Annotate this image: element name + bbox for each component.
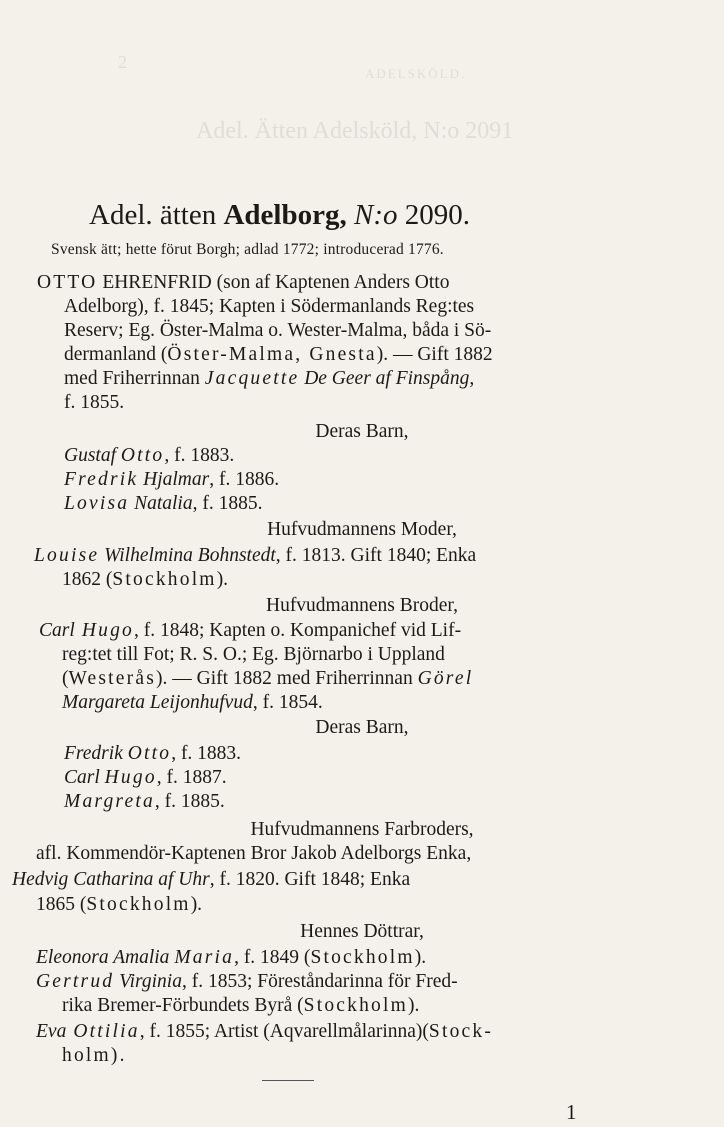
family-number: 2090. — [404, 199, 470, 231]
brother-child-1 — [64, 740, 241, 767]
child-second-name: Hjalmar — [143, 469, 210, 490]
daughter-first-name: Eva — [36, 1021, 67, 1042]
uncle-line-3-a: 1865 ( — [36, 894, 87, 915]
child-born: , f. 1883. — [171, 743, 242, 764]
child-first-name: Carl — [64, 767, 100, 788]
head-first-name: OTTO — [37, 272, 98, 293]
child-born: , f. 1883. — [164, 445, 235, 466]
brother-spouse-family: Leijonhufvud — [145, 692, 253, 713]
child-first-name: Lovisa — [64, 493, 130, 514]
daughter-born: , f. 1849 ( — [234, 947, 311, 968]
child-3 — [64, 490, 262, 517]
daughter-3 — [36, 1018, 493, 1045]
brother-spouse-first-name: Görel — [417, 668, 474, 689]
daughter-residence: Stock- — [428, 1021, 494, 1042]
mother-line-2-c: ). — [216, 569, 229, 590]
uncle-heading: Hufvudmannens Farbroders, — [250, 819, 474, 840]
daughter-3-cont: holm). — [62, 1045, 127, 1066]
daughter-1 — [36, 944, 426, 971]
daughter-second-name: Virginia — [114, 971, 182, 992]
daughter-residence: Stockholm — [310, 947, 415, 968]
brother-line-4 — [62, 689, 323, 716]
page-number: 1 — [566, 1100, 577, 1124]
child-born: , f. 1885. — [192, 493, 263, 514]
brother-child-3 — [64, 788, 225, 815]
brother-spouse-born: , f. 1854. — [252, 692, 323, 713]
child-second-name: Otto — [120, 445, 165, 466]
mother-line-1 — [34, 542, 476, 569]
head-line-5-a: med Friherrinnan — [64, 368, 205, 389]
uncle-line-3-c: ). — [190, 894, 203, 915]
mother-line-2 — [62, 566, 228, 593]
daughter-second-name: Ottilia — [66, 1021, 140, 1042]
family-subtitle: Svensk ätt; hette förut Borgh; adlad 1772; introducerad 1776. — [51, 241, 444, 258]
child-second-name: Otto — [127, 743, 172, 764]
brother-first-name: Carl — [39, 620, 75, 641]
daughter-line-3-c: ). — [407, 995, 420, 1016]
daughter-line-end: ). — [414, 947, 427, 968]
child-1 — [64, 442, 234, 469]
child-second-name: Natalia — [134, 493, 193, 514]
number-label: N:o — [353, 199, 398, 231]
brother-children-heading: Deras Barn, — [315, 717, 409, 738]
head-line-4 — [64, 341, 493, 368]
child-first-name: Gustaf — [64, 445, 117, 466]
daughter-occupation: , f. 1855; Artist (Aqvarellmålarinna)( — [139, 1021, 429, 1042]
ghost-page-number: 2 — [118, 52, 127, 72]
child-second-name: Hugo — [104, 767, 157, 788]
family-name: Adelborg, — [223, 199, 347, 231]
daughters-heading: Hennes Döttrar, — [300, 921, 424, 942]
head-residence: Öster-Malma, Gnesta — [167, 344, 377, 365]
children-heading: Deras Barn, — [315, 421, 409, 442]
child-first-name: Margreta — [64, 791, 155, 812]
widow-name: Catharina af Uhr — [68, 869, 210, 890]
daughter-first-name: Gertrud — [36, 971, 115, 992]
brother-line-1 — [39, 617, 461, 644]
mother-line-2-a: 1862 ( — [62, 569, 113, 590]
daughter-line-3-a: rika Bremer-Förbundets Byrå ( — [62, 995, 304, 1016]
brother-line-3 — [62, 665, 473, 692]
brother-line-1-text: , f. 1848; Kapten o. Kompanichef vid Lif- — [133, 620, 462, 641]
uncle-line-2 — [12, 866, 410, 893]
mother-heading: Hufvudmannens Moder, — [267, 519, 457, 540]
head-line-4-c: ). — Gift 1882 — [376, 344, 493, 365]
heading-prefix: Adel. ätten — [89, 199, 217, 231]
daughter-second-name: Amalia — [108, 947, 175, 968]
widow-dates: , f. 1820. Gift 1848; Enka — [209, 869, 411, 890]
widow-residence: Stockholm — [86, 894, 191, 915]
child-born: , f. 1887. — [156, 767, 227, 788]
brother-line-2: reg:tet till Fot; R. S. O.; Eg. Björnarbo i Uppland — [62, 644, 445, 665]
brother-child-2 — [64, 764, 227, 791]
child-first-name: Fredrik — [64, 469, 139, 490]
child-2 — [64, 466, 279, 493]
head-line-1-text: EHRENFRID (son af Kaptenen Anders Otto — [102, 272, 450, 293]
daughter-residence: Stockholm — [303, 995, 408, 1016]
uncle-line-1: afl. Kommendör-Kaptenen Bror Jakob Adelborgs Enka, — [36, 843, 472, 864]
head-line-5 — [64, 365, 474, 392]
uncle-line-3 — [36, 891, 202, 918]
daughter-2 — [36, 968, 458, 995]
child-first-name: Fredrik — [64, 743, 123, 764]
brother-line-3-c: ). — Gift 1882 med Friherrinnan — [156, 668, 418, 689]
ghost-heading: Adel. Ätten Adelsköld, N:o 2091 — [196, 118, 514, 144]
brother-second-name: Hugo — [74, 620, 134, 641]
brother-spouse-name: Margareta — [62, 692, 146, 713]
brother-line-3-a: ( — [62, 668, 69, 689]
head-line-3: Reserv; Eg. Öster-Malma o. Wester-Malma, båda i Sö- — [64, 320, 492, 341]
end-rule — [262, 1080, 314, 1081]
daughter-third-name: Maria — [174, 947, 235, 968]
spouse-family: De Geer af Finspång, — [299, 368, 475, 389]
family-heading — [89, 198, 470, 232]
spouse-first-name: Jacquette — [204, 368, 300, 389]
head-line-4-a: dermanland ( — [64, 344, 168, 365]
head-line-2: Adelborg), f. 1845; Kapten i Södermanlands Reg:tes — [64, 296, 475, 317]
daughter-2-cont — [62, 992, 419, 1019]
mother-first-name: Louise — [34, 545, 100, 566]
ghost-running-head: ADELSKÖLD. — [365, 66, 467, 81]
mother-name: Wilhelmina Bohnstedt — [99, 545, 276, 566]
daughter-occupation: , f. 1853; Föreståndarinna för Fred- — [181, 971, 458, 992]
child-born: , f. 1885. — [154, 791, 225, 812]
mother-dates: , f. 1813. Gift 1840; Enka — [275, 545, 477, 566]
mother-residence: Stockholm — [112, 569, 217, 590]
daughter-first-name: Eleonora — [36, 947, 109, 968]
brother-heading: Hufvudmannens Broder, — [265, 595, 458, 616]
widow-first-name: Hedvig — [12, 869, 69, 890]
brother-residence: Westerås — [68, 668, 156, 689]
head-line-6: f. 1855. — [64, 392, 125, 413]
head-line-1 — [37, 269, 449, 296]
child-born: , f. 1886. — [209, 469, 280, 490]
